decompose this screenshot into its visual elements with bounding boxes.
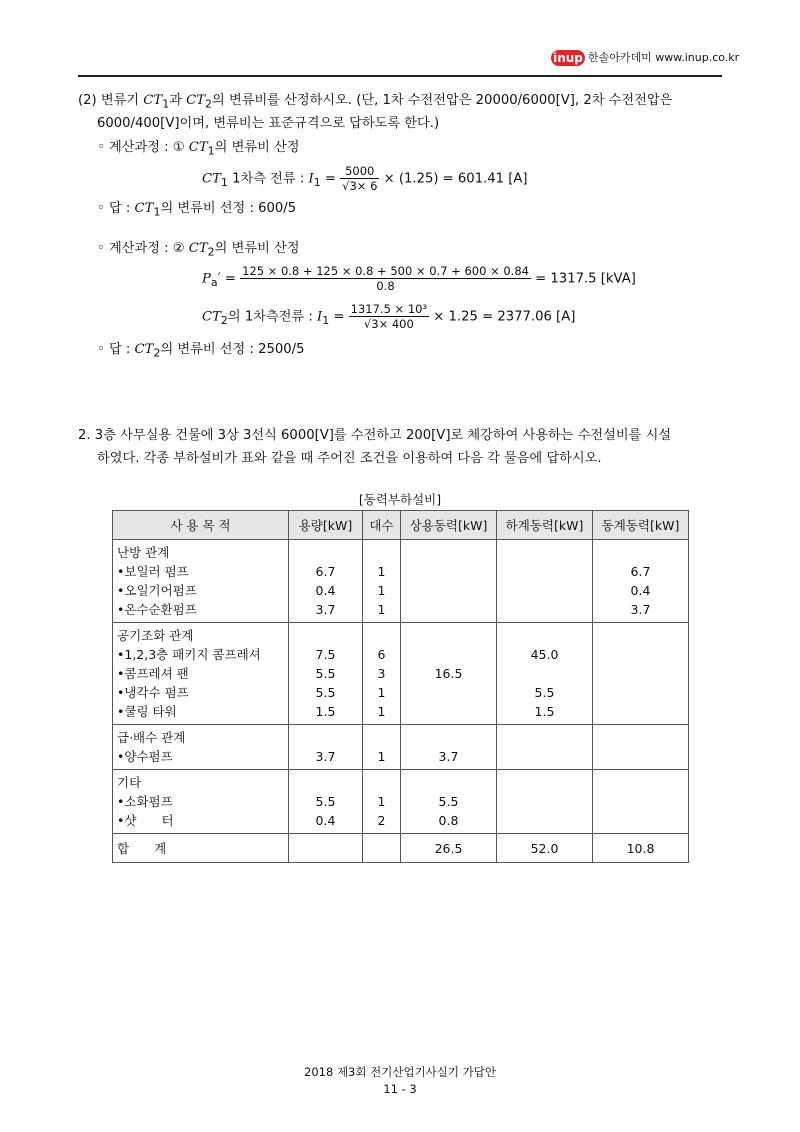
item-name: •양수펌프 (117, 749, 173, 764)
group-name: 공기조화 관계 (117, 628, 194, 643)
group-name: 기타 (117, 775, 142, 790)
table-total-row (113, 834, 689, 863)
value-cell (363, 725, 401, 770)
cell-value: 1 (377, 794, 386, 809)
calc3-equation: $CT_2$의 1차측전류 : $I_1$ = $\frac{\text{1317.5 × 10³}}{√3\times 400}$ × 1.25 = 2377.06 [A] (202, 302, 576, 331)
total-value (289, 834, 363, 863)
cell-value: 1 (377, 583, 386, 598)
table-group-row (113, 770, 689, 834)
cell-value: 5.5 (315, 794, 336, 809)
cell-value (597, 747, 684, 766)
value-cell (401, 725, 497, 770)
cell-value: 5.5 (315, 666, 336, 681)
value-cell (497, 540, 593, 623)
cell-value (501, 811, 588, 830)
cell-value (597, 702, 684, 721)
value-cell (593, 770, 689, 834)
cell-value (405, 562, 492, 581)
cell-value: 3 (377, 666, 386, 681)
cell-value (405, 683, 492, 702)
fraction: $\frac{5000}{√3\times 6}$ (342, 164, 378, 193)
cell-value: 0.4 (315, 813, 336, 828)
value-cell (363, 770, 401, 834)
cell-value: 1 (377, 685, 386, 700)
table-group-row (113, 725, 689, 770)
cell-value (405, 600, 492, 619)
value-cell (401, 623, 497, 725)
value-cell (289, 725, 363, 770)
cell-value: 3.7 (315, 602, 336, 617)
calc1-equation: $CT_1$ 1차측 전류 : $I_1$ = $\frac{5000}{√3\times 6}$ × (1.25) = 601.41 [A] (202, 164, 528, 193)
group-items-cell (113, 770, 289, 834)
total-value (363, 834, 401, 863)
cell-value (597, 645, 684, 664)
q2-line1: (2) 변류기 $CT_1$과 $CT_2$의 변류비를 산정하시오. (단, 1차 수전전압은 20000/6000[V], 2차 수전전압은 (78, 93, 673, 111)
item-name: •샷 터 (117, 813, 174, 828)
item-name: •1,2,3층 패키지 콤프레셔 (117, 647, 261, 662)
total-value: 10.8 (593, 834, 689, 863)
calc1-heading: ◦ 계산과정 : ① $CT_1$의 변류비 산정 (97, 140, 300, 158)
cell-value: 2 (377, 813, 386, 828)
value-cell (497, 623, 593, 725)
cell-value (405, 581, 492, 600)
fraction: $\frac{\text{1317.5 × 10³}}{√3\times 400}$ (350, 302, 428, 331)
group-name: 급·배수 관계 (117, 730, 186, 745)
cell-value (405, 702, 492, 721)
cell-value: 1 (377, 704, 386, 719)
cell-value: 3.7 (630, 602, 651, 617)
cell-value: 16.5 (434, 666, 463, 681)
cell-value: 5.5 (438, 794, 459, 809)
value-cell (593, 623, 689, 725)
group-items-cell (113, 540, 289, 623)
value-cell (363, 623, 401, 725)
cell-value: 45.0 (530, 647, 559, 662)
total-value: 26.5 (401, 834, 497, 863)
cell-value (597, 811, 684, 830)
cell-value: 0.4 (630, 583, 651, 598)
cell-value: 0.8 (438, 813, 459, 828)
cell-value: 6.7 (315, 564, 336, 579)
value-cell (289, 540, 363, 623)
col-header: 상용동력[kW] (401, 511, 497, 540)
cell-value: 6 (377, 647, 386, 662)
cell-value: 7.5 (315, 647, 336, 662)
cell-value (501, 581, 588, 600)
col-header: 사 용 목 적 (113, 511, 289, 540)
table-header-row (113, 511, 689, 540)
table-group-row (113, 623, 689, 725)
col-header: 동계동력[kW] (593, 511, 689, 540)
item-name: •보일러 펌프 (117, 564, 189, 579)
total-value: 52.0 (497, 834, 593, 863)
cell-value: 3.7 (438, 749, 459, 764)
footer-title: 2018 제3회 전기산업기사실기 가답안 (304, 1065, 496, 1079)
value-cell (401, 770, 497, 834)
table-caption: [동력부하설비] (358, 492, 442, 507)
cell-value: 6.7 (630, 564, 651, 579)
value-cell (497, 725, 593, 770)
q3-line1: 2. 3층 사무실용 건물에 3상 3선식 6000[V]를 수전하고 200[V]로 체강하여 사용하는 수전설비를 시설 (78, 428, 672, 443)
cell-value (405, 645, 492, 664)
cell-value: 0.4 (315, 583, 336, 598)
cell-value (501, 664, 588, 683)
cell-value: 1.5 (534, 704, 555, 719)
item-name: •쿨링 타워 (117, 704, 177, 719)
calc2-heading: ◦ 계산과정 : ② $CT_2$의 변류비 산정 (97, 241, 300, 259)
item-name: •온수순환펌프 (117, 602, 197, 617)
cell-value (597, 664, 684, 683)
value-cell (289, 770, 363, 834)
q3-line2: 하였다. 각종 부하설비가 표와 같을 때 주어진 조건을 이용하여 다음 각 물음에 답하시오. (97, 451, 602, 466)
item-name: •콤프레셔 팬 (117, 666, 189, 681)
value-cell (497, 770, 593, 834)
table-group-row (113, 540, 689, 623)
answer-2: ◦ 답 : $CT_2$의 변류비 선정 : 2500/5 (97, 342, 305, 360)
cell-value: 5.5 (315, 685, 336, 700)
group-name: 난방 관계 (117, 545, 170, 560)
cell-value: 3.7 (315, 749, 336, 764)
cell-value (597, 792, 684, 811)
cell-value: 1 (377, 602, 386, 617)
value-cell (401, 540, 497, 623)
group-items-cell (113, 623, 289, 725)
col-header: 대수 (363, 511, 401, 540)
value-cell (593, 540, 689, 623)
col-header: 용량[kW] (289, 511, 363, 540)
cell-value (597, 683, 684, 702)
answer-1: ◦ 답 : $CT_1$의 변류비 선정 : 600/5 (97, 201, 297, 219)
header-divider (78, 75, 722, 77)
value-cell (363, 540, 401, 623)
cell-value (501, 600, 588, 619)
cell-value: 1 (377, 749, 386, 764)
item-name: •오일기어펌프 (117, 583, 197, 598)
group-items-cell (113, 725, 289, 770)
inup-logo: inup (551, 50, 585, 66)
q2-line2: 6000/400[V]이며, 변류비는 표준규격으로 답하도록 한다.) (97, 116, 440, 131)
item-name: •냉각수 펌프 (117, 685, 189, 700)
cell-value: 1 (377, 564, 386, 579)
total-label: 합 계 (113, 834, 289, 863)
calc2-equation: $P_a'$ = $\frac{125 \times 0.8 + 125 \times 0.8 + 500 \times 0.7 + 600 \times 0.84}{0.8}$ = 1317.5 [kVA] (202, 264, 636, 293)
fraction: $\frac{125 \times 0.8 + 125 \times 0.8 + 500 \times 0.7 + 600 \times 0.84}{0.8}$ (242, 264, 529, 293)
col-header: 하계동력[kW] (497, 511, 593, 540)
cell-value: 1.5 (315, 704, 336, 719)
cell-value (501, 747, 588, 766)
value-cell (289, 623, 363, 725)
power-load-table (112, 510, 689, 863)
cell-value (501, 562, 588, 581)
page-number: 11 - 3 (383, 1082, 417, 1096)
cell-value: 5.5 (534, 685, 555, 700)
header-brand: 한솔아카데미 www.inup.co.kr (588, 51, 740, 64)
item-name: •소화펌프 (117, 794, 173, 809)
cell-value (501, 792, 588, 811)
value-cell (593, 725, 689, 770)
